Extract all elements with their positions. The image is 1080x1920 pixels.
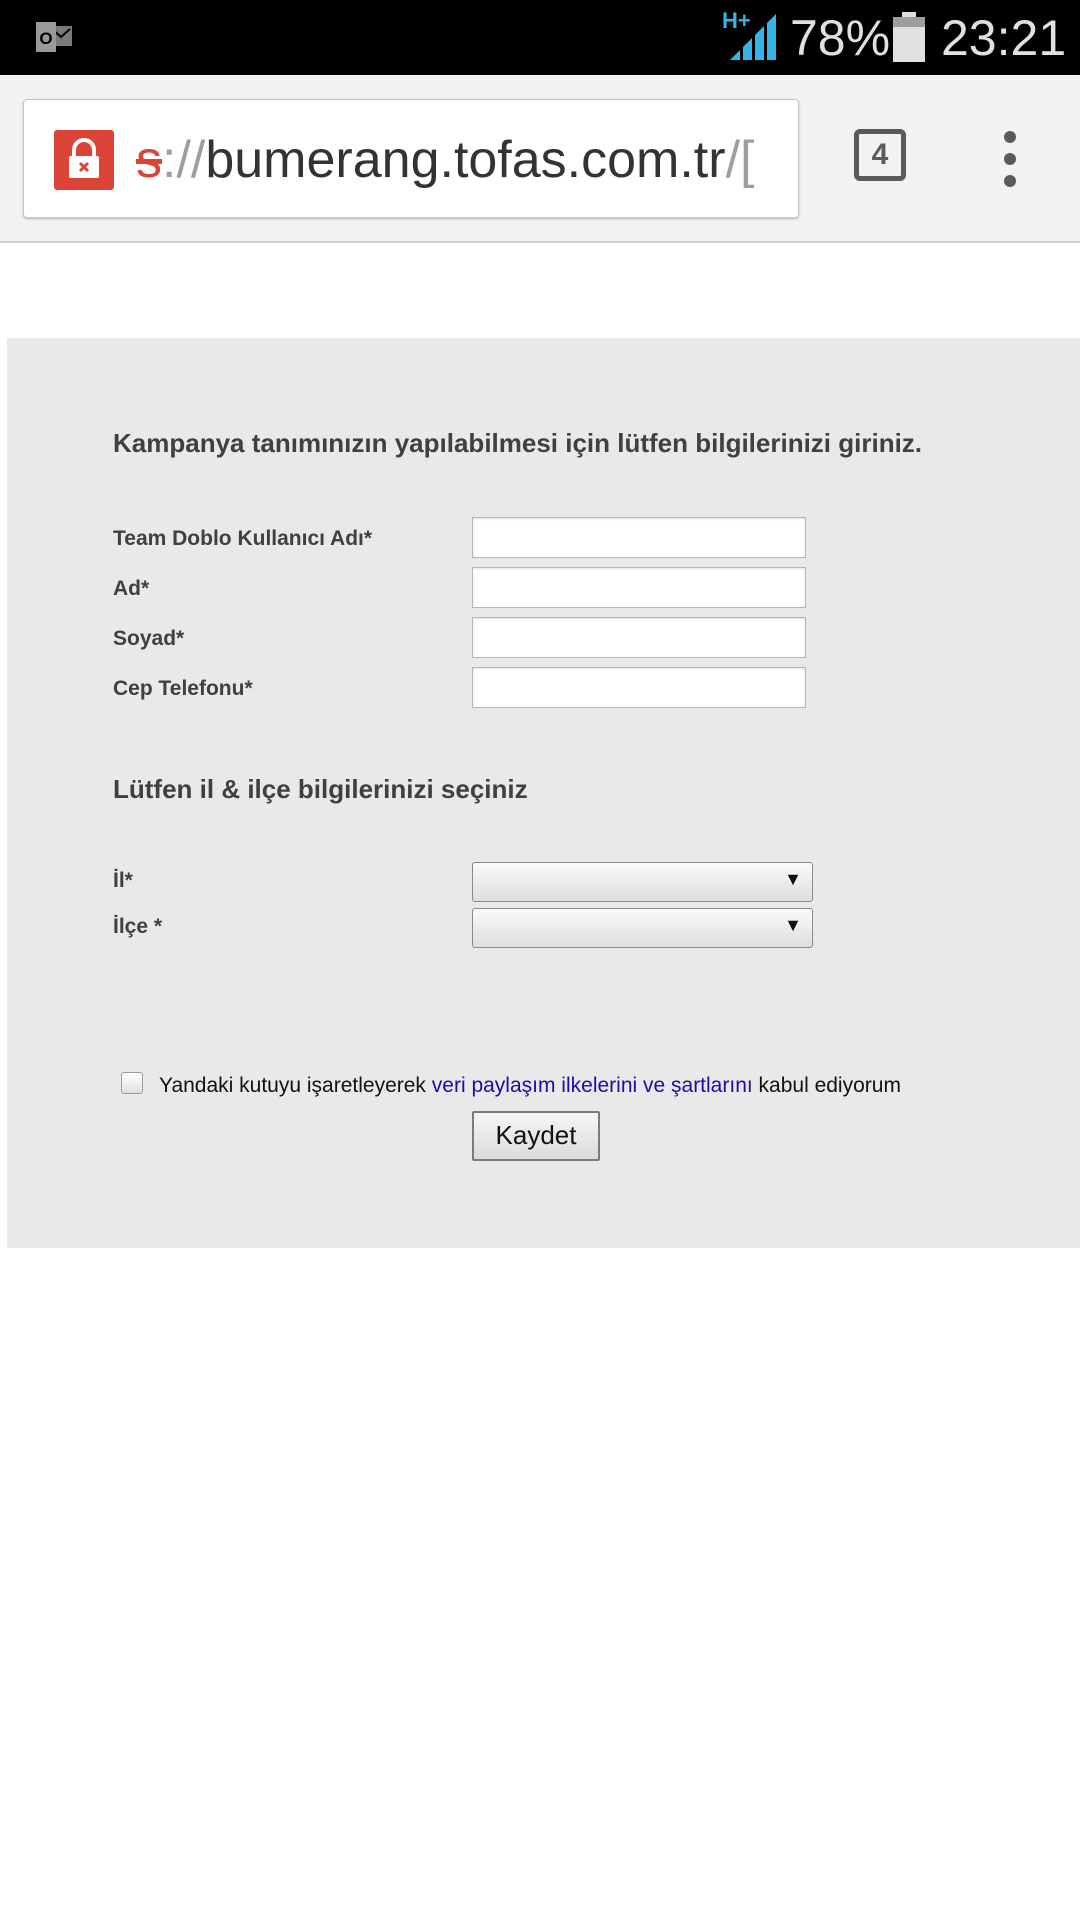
address-bar[interactable] bbox=[23, 99, 799, 218]
svg-text:O: O bbox=[39, 29, 53, 48]
province-label: İl* bbox=[113, 869, 133, 892]
status-bar bbox=[0, 0, 1080, 75]
overflow-menu-icon[interactable] bbox=[996, 131, 1024, 187]
username-label: Team Doblo Kullanıcı Adı* bbox=[113, 527, 373, 550]
url-path: /[ bbox=[725, 131, 755, 189]
terms-link[interactable]: veri paylaşım ilkelerini ve şartlarını bbox=[431, 1074, 753, 1097]
url-host: bumerang.tofas.com.tr bbox=[205, 131, 726, 189]
mobile-phone-input[interactable] bbox=[472, 667, 806, 708]
first-name-input[interactable] bbox=[472, 567, 806, 608]
district-label: İlçe * bbox=[113, 915, 163, 938]
network-type: H+ bbox=[722, 8, 751, 33]
form-panel bbox=[7, 338, 1080, 1248]
consent-checkbox[interactable] bbox=[121, 1072, 143, 1094]
username-input[interactable] bbox=[472, 517, 806, 558]
last-name-label: Soyad* bbox=[113, 627, 185, 650]
last-name-input[interactable] bbox=[472, 617, 806, 658]
broken-lock-icon[interactable] bbox=[54, 130, 114, 190]
first-name-label: Ad* bbox=[113, 577, 150, 600]
battery-icon bbox=[891, 12, 927, 62]
consent-text-after: kabul ediyorum bbox=[752, 1074, 901, 1097]
dropdown-arrow-icon: ▼ bbox=[784, 869, 802, 889]
clock: 23:21 bbox=[941, 10, 1067, 66]
consent-text-before: Yandaki kutuyu işaretleyerek bbox=[159, 1074, 432, 1097]
district-select[interactable] bbox=[472, 908, 813, 948]
outlook-icon bbox=[36, 20, 74, 54]
url-scheme: s bbox=[136, 131, 162, 189]
url-separator: :// bbox=[162, 131, 206, 189]
battery-percent: 78% bbox=[790, 10, 891, 66]
consent-text bbox=[159, 1074, 901, 1098]
signal-icon bbox=[726, 14, 776, 60]
mobile-phone-label: Cep Telefonu* bbox=[113, 677, 253, 700]
save-button[interactable]: Kaydet bbox=[472, 1111, 600, 1161]
dropdown-arrow-icon: ▼ bbox=[784, 915, 802, 935]
form-intro: Kampanya tanımınızın yapılabilmesi için lütfen bilgilerinizi giriniz. bbox=[113, 428, 923, 458]
location-heading: Lütfen il & ilçe bilgilerinizi seçiniz bbox=[113, 774, 528, 804]
browser-toolbar bbox=[0, 75, 1080, 243]
url-text[interactable] bbox=[136, 120, 786, 200]
tabs-icon[interactable]: 4 bbox=[854, 129, 906, 181]
province-select[interactable] bbox=[472, 862, 813, 902]
